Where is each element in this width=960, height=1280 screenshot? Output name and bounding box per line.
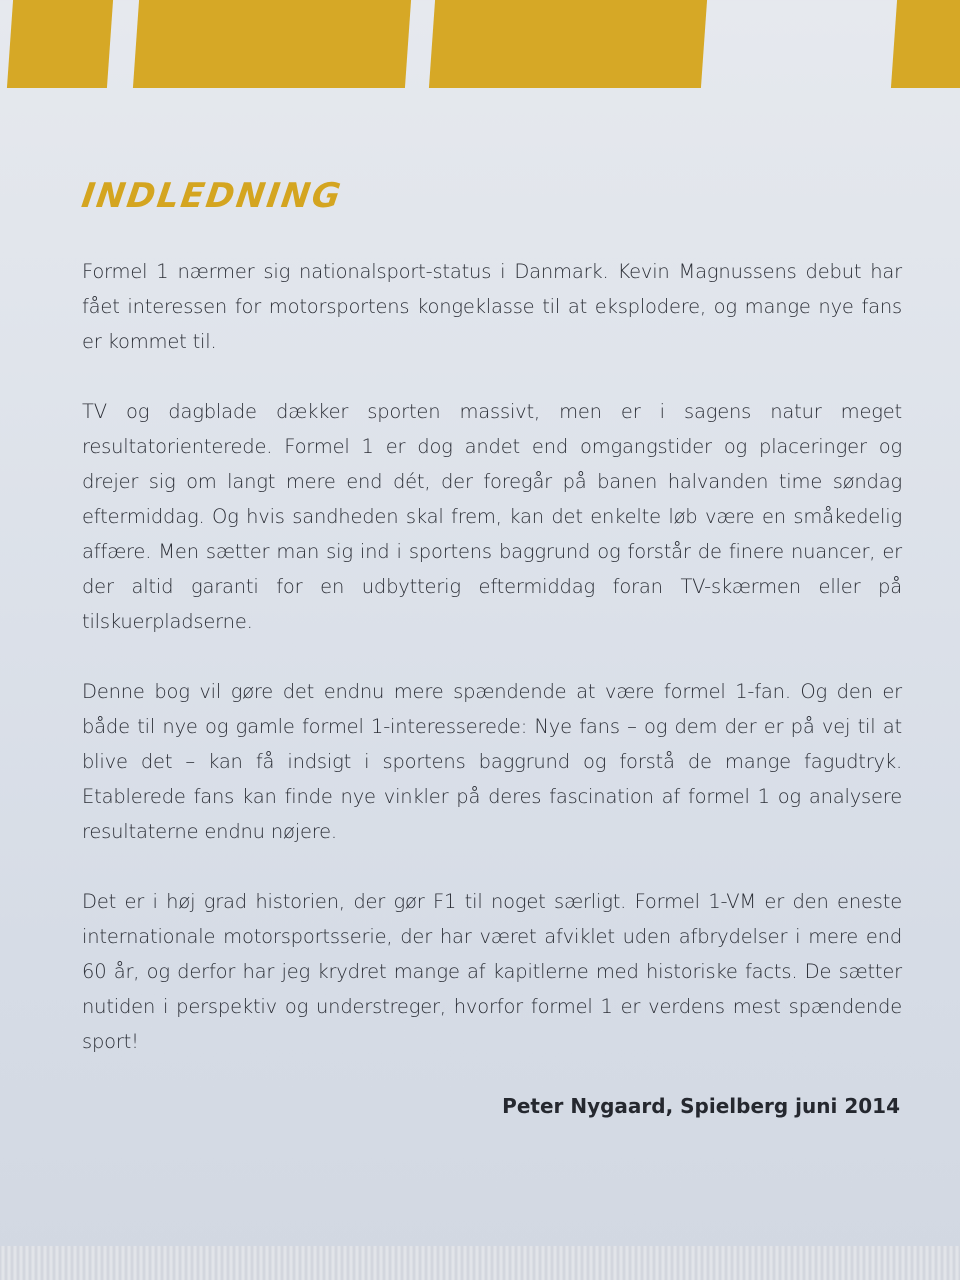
header-stripe xyxy=(133,0,411,88)
paragraph: Formel 1 nærmer sig nationalsport-status i Danmark. Kevin Magnussens debut har fået interessen for motorsportens kongeklasse til at eksplodere, og mange nye fans er kommet til. xyxy=(82,260,902,353)
header-stripe xyxy=(891,0,960,88)
paragraph: Denne bog vil gøre det endnu mere spændende at være formel 1-fan. Og den er både til nye og gamle formel 1-interesserede: Nye fans – og dem der er på vej til at blive det – kan få indsigt i sportens baggrund og forstå de mange fagudtryk. Etablerede fans kan finde nye vinkler på deres fascination af formel 1 og analysere resultaterne endnu nøjere. xyxy=(82,680,902,843)
paragraph: TV og dagblade dækker sporten massivt, men er i sagens natur meget resultatorienterede. Formel 1 er dog andet end omgangstider og placeringer og drejer sig om langt mere end dét, der foregår på banen halvanden time søndag eftermiddag. Og hvis sandheden skal frem, kan det enkelte løb være en småkedelig affære. Men sætter man sig ind i sportens baggrund og forstår de finere nuancer, er der altid garanti for en udbytterig eftermiddag foran TV-skærmen eller på tilskuerpladserne. xyxy=(82,400,902,633)
paragraph: Det er i høj grad historien, der gør F1 til noget særligt. Formel 1-VM er den eneste internationale motorsportsserie, der har været afviklet uden afbrydelser i mere end 60 år, og derfor har jeg krydret mange af kapitlerne med historiske facts. De sætter nutiden i perspektiv og understreger, hvorfor formel 1 er verdens mest spændende sport! xyxy=(82,890,902,1053)
page-title: INDLEDNING xyxy=(79,176,345,216)
signature: Peter Nygaard, Spielberg juni 2014 xyxy=(502,1094,900,1118)
page-edge xyxy=(0,1246,960,1280)
header-stripe xyxy=(7,0,113,88)
header-stripe xyxy=(429,0,707,88)
body-text xyxy=(82,254,902,1094)
